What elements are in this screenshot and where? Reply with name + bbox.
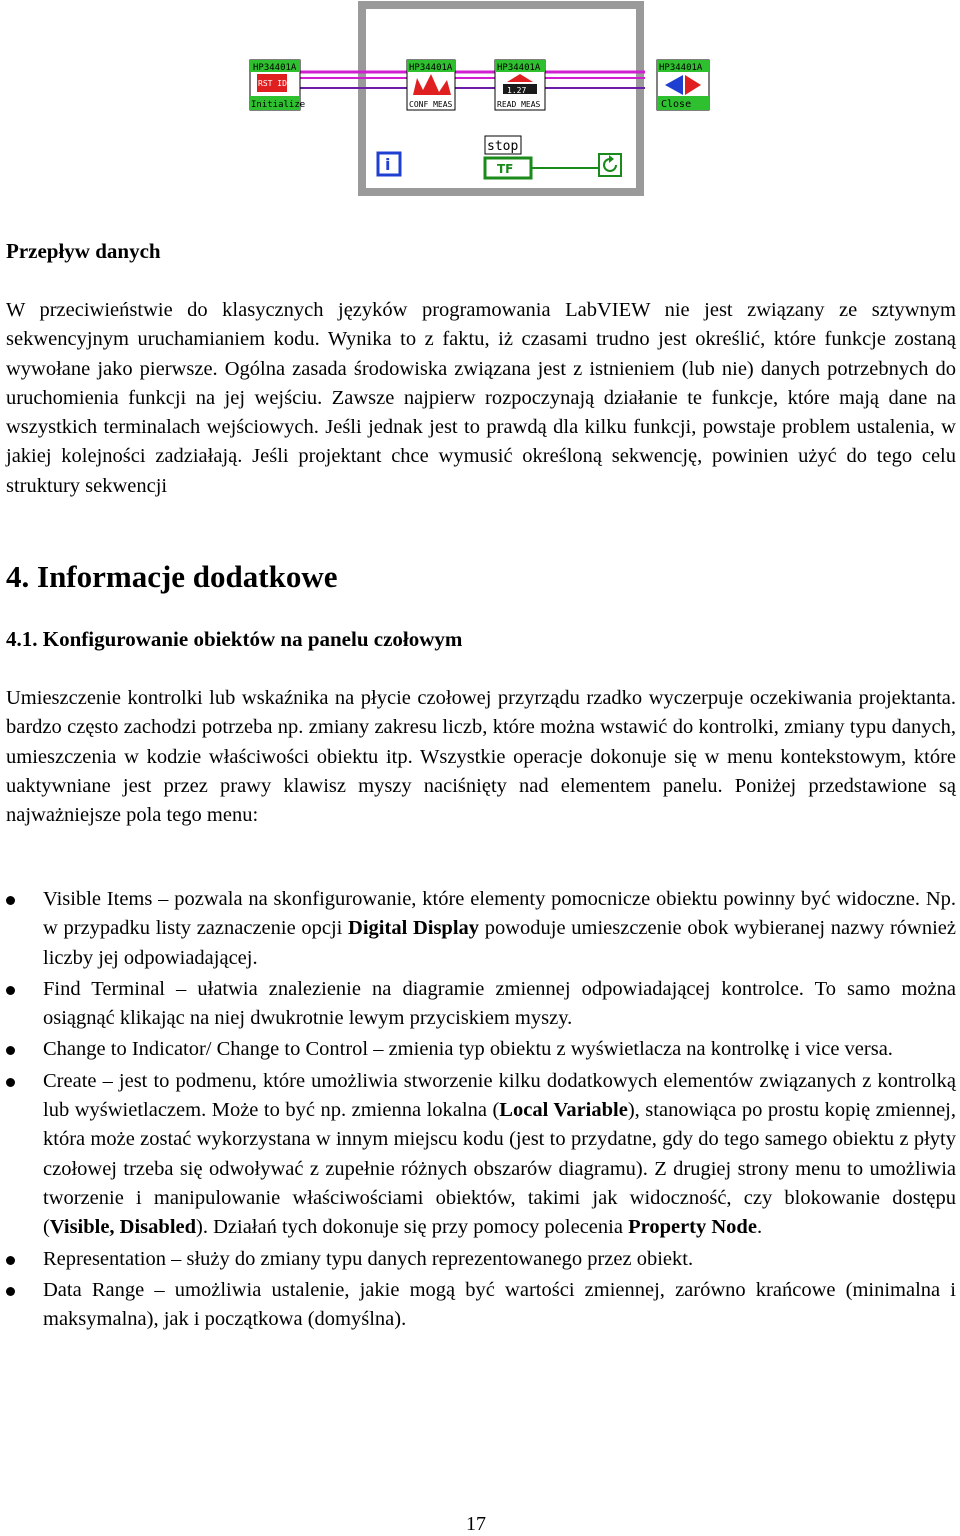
vi-close-label: Close xyxy=(661,99,692,110)
stop-control[interactable] xyxy=(485,136,599,178)
vi-read-meas[interactable] xyxy=(495,60,545,110)
list-item: Change to Indicator/ Change to Control – zmienia typ obiektu z wyświetlacza na kontrolkę i vice versa. xyxy=(0,1035,956,1064)
iteration-terminal[interactable] xyxy=(378,153,400,175)
stop-label: stop xyxy=(487,139,519,154)
section-title-dataflow: Przepływ danych xyxy=(6,239,161,263)
vi-conf-top: HP34401A xyxy=(409,63,453,73)
vi-read-label: READ MEAS xyxy=(497,100,541,109)
vi-read-top: HP34401A xyxy=(497,63,541,73)
error-wire xyxy=(300,72,645,78)
chapter-title: 4. Informacje dodatkowe xyxy=(6,559,338,594)
vi-close-icon[interactable] xyxy=(655,55,715,115)
vi-initialize-top: HP34401A xyxy=(253,63,297,73)
list-item: Visible Items – pozwala na skonfigurowanie, które elementy pomocnicze obiektu powinny być widoczne. Np. w przypadku listy zaznaczenie opcji Digital Display powoduje umieszczenie obok wybieranej nazwy również liczby jej odpowiadającej. xyxy=(0,885,956,973)
vi-initialize-body: RST IDN xyxy=(258,79,292,88)
vi-read-body: 1.27 xyxy=(507,86,527,95)
bullet-icon xyxy=(6,1256,15,1265)
section-title-config: 4.1. Konfigurowanie obiektów na panelu czołowym xyxy=(6,627,463,651)
list-item: Create – jest to podmenu, które umożliwia stworzenie kilku dodatkowych elementów związanych z kontrolką lub wyświetlaczem. Może to być np. zmienna lokalna (Local Variable), stanowiąca po prostu kopię zmiennej, która może zostać wykorzystana w innym miejscu kodu (jest to przydatne, gdy do tego samego obiektu z płyty czołowej trzeba się odwoływać z zupełnie różnych obszarów diagramu). Z drugiej strony menu to umożliwia tworzenie i manipulowanie właściwościami obiektów, takimi jak widoczność, czy blokowanie dostępu (Visible, Disabled). Działań tych dokonuje się przy pomocy polecenia Property Node. xyxy=(0,1067,956,1243)
page-number: 17 xyxy=(466,1513,486,1535)
stop-value: TF xyxy=(497,162,514,176)
vi-close-top: HP34401A xyxy=(659,63,703,73)
bullet-icon xyxy=(6,1046,15,1055)
vi-conf-label: CONF MEAS xyxy=(409,100,453,109)
paragraph-config: Umieszczenie kontrolki lub wskaźnika na płycie czołowej przyrządu rzadko wyczerpuje oczekiwania projektanta. bardzo często zachodzi potrzeba np. zmiany zakresu liczb, które można wstawić do kontrolki, zmiany typu danych, umieszczenia w kodzie właściwości obiektu itp. Wszystkie operacje dokonuje się w menu kontekstowym, które uaktywniane jest przez prawy klawisz myszy naciśnięty nad elementem panelu. Poniżej przedstawione są najważniejsze pola tego menu: xyxy=(6,687,956,827)
bullet-icon xyxy=(6,986,15,995)
bullet-icon xyxy=(6,896,15,905)
bullet-icon xyxy=(6,1287,15,1296)
labview-block-diagram xyxy=(245,0,645,200)
paragraph-dataflow: W przeciwieństwie do klasycznych języków programowania LabVIEW nie jest związany ze sztywnym sekwencyjnym uruchamianiem kodu. Wynika to z faktu, iż czasami trudno jest określić, które funkcje zostaną wywołane jako pierwsze. Ogólna zasada środowiska związana jest z istnieniem (lub nie) danych potrzebnych do uruchomienia funkcji na jej wejściu. Zawsze najpierw rozpoczynają działanie te funkcje, które mają dane na wszystkich terminalach wejściowych. Jeśli jednak jest to prawdą dla kilku funkcji, powstaje problem ustalenia, w jakiej kolejności zadziałają. Jeśli projektant chce wymusić określoną sekwencję, powinien użyć do tego celu struktury sekwencji xyxy=(6,299,956,497)
vi-initialize-label: Initialize xyxy=(251,100,306,110)
list-item: Data Range – umożliwia ustalenie, jakie mogą być wartości zmiennej, zarówno krańcowe (minimalna i maksymalna), jak i początkowa (domyślna). xyxy=(0,1276,956,1335)
context-menu-list xyxy=(0,885,956,1336)
loop-condition-icon[interactable] xyxy=(599,154,621,176)
vi-conf-meas[interactable] xyxy=(407,60,455,110)
bullet-icon xyxy=(6,1078,15,1087)
iteration-label: i xyxy=(385,155,391,174)
list-item: Representation – służy do zmiany typu danych reprezentowanego przez obiekt. xyxy=(0,1245,956,1274)
list-item: Find Terminal – ułatwia znalezienie na diagramie zmiennej odpowiadającej kontrolce. To samo można osiągnąć klikając na niej dwukrotnie lewym przyciskiem myszy. xyxy=(0,975,956,1034)
vi-initialize[interactable] xyxy=(250,60,305,110)
